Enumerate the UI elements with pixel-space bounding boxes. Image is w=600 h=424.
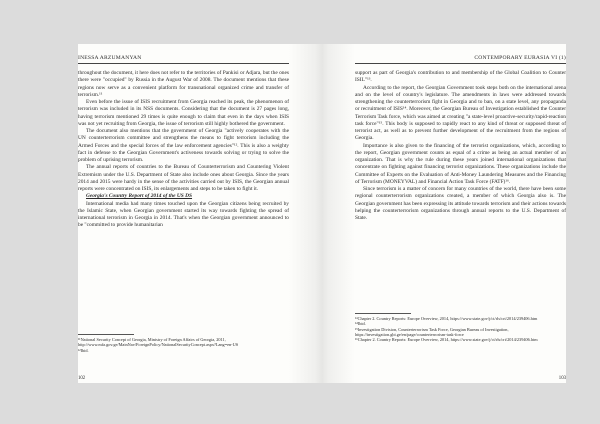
right-page	[355, 44, 566, 383]
header-rule	[355, 63, 566, 64]
book-gutter	[289, 44, 355, 383]
left-page-body	[78, 70, 289, 230]
page-number: 103	[558, 376, 566, 381]
footnote: ¹²Ibid.	[78, 347, 89, 353]
running-header-journal: CONTEMPORARY EURASIA VI (1)	[474, 55, 566, 61]
footnote: ¹⁴Ibid.	[355, 321, 366, 327]
paragraph: Since terrorism is a matter of concern for many countries of the world, there have been some regional counterterrorism organizations created, a member of which Georgia also is. The Georgian government has been expressing its attitude towards terrorism and their actions towards helping the counterterrorism organizations through annual reports to the U.S. Department of State.	[355, 186, 566, 221]
paragraph: The annual reports of countries to the Bureau of Counterterrorism and Countering Violent Extremism under the U.S. Department of State also include ones about Georgia. Since the years 2014 and 2015 were hardy in the sense of the activities carried out by ISIS, the Georgian annual reports were concentrated on ISIS, its enlargements and steps to be taken to fight it.	[78, 164, 289, 192]
running-header-author: INESSA ARZUMANYAN	[78, 55, 142, 61]
footnote-rule	[78, 334, 134, 335]
footnotes	[355, 316, 566, 342]
footnote: ¹¹National Security Concept of Georgia, Ministry of Foreign Affairs of Georgia, 2011, http://www.mfa.gov.ge/MainNav/ForeignPolicy/NationalSecurityConcept.aspx?Lang=en-US	[78, 337, 239, 348]
right-page-body	[355, 70, 566, 222]
footnote: ¹⁶Chapter 2. Country Reports: Europe Overview, 2014, https://www.state.gov/j/ct/rls/crt/2014/239406.htm	[355, 337, 538, 343]
footnotes	[78, 337, 289, 353]
paragraph: Importance is also given to the financing of the terrorist organizations, which, according to the report, Georgian government counts as equal of a crime as being an actual member of an organization. That is why the rule during these years joined international organizations that concentrate on fighting against financing terrorist organizations. These organizations include the Committee of Experts on the Evaluation of Anti-Money Laundering Measures and the Financing of Terrorism (MONEYVAL) and Financial Action Task Force (FATF)¹⁶.	[355, 142, 566, 185]
footnote: ¹⁵Investigation Division, Counterterrorism Task Force, Georgian Bureau of Investigation, https://investigation.gbi.ge/en/page/counterterrorism-task-force	[355, 326, 509, 337]
paragraph: According to the report, the Georgian Government took steps both on the international arena and on the level of country's legislature. The amendments in laws were addressed towards strengthening the counterterrorism fight in Georgia and to ban, on a state level, any propaganda or recruitment of ISIS¹⁴. Moreover, the Georgian Bureau of Investigation established the Counter Terrorism Task force, which was aimed at creating "a state-level proactive-security/rapid-reaction task force"¹⁵. This body is supposed to rapidly react to any kind of threat or supposed threat of terrorist act, as well as to prevent further development of the recruitment from the regions of Georgia.	[355, 84, 566, 142]
paragraph: support as part of Georgia's contribution to and membership of the Global Coalition to Counter ISIL"¹³.	[355, 70, 566, 84]
page-number: 102	[78, 376, 86, 381]
paragraph: The document also mentions that the government of Georgia "actively cooperates with the UN counterterrorism committee and strengthens the means to fight terrorism including the Armed Forces and the special forces of the law enforcement agencies"¹². This is also a weighty fact in defense to the Georgian Government's activeness towards solving or trying to solve the problem of uprising terrorism.	[78, 128, 289, 163]
section-subheading: Georgia's Country Report of 2014 of the US DS	[86, 193, 193, 200]
paragraph: Even before the issue of ISIS recruitment from Georgia reached its peak, the phenomenon of terrorism was included in its NSS documents. Considering that the document is 27 pages long, having terrorism mentioned 29 times is quite enough to claim that even in the days when ISIS was not yet recruiting from Georgia, the issue of terrorism still highly bothered the government.	[78, 99, 289, 127]
paragraph: International media had many times touched upon the Georgian citizens being recruited by the Islamic State, when Georgian government started its way towards fighting the spread of international terrorism in Georgia in 2014. That's when the Georgian government announced to be "committed to provide humanitarian	[78, 200, 289, 229]
footnote-rule	[355, 313, 411, 314]
left-page	[78, 44, 289, 383]
header-rule	[78, 63, 289, 64]
paragraph: throughout the document, it here does not refer to the territories of Pankisi or Adjara, but the ones there were "occupied" by Russia in the August War of 2008. The document mentions that these regions now serve as a convenient platform for transnational organized crime and transfer of terrorism.¹¹	[78, 70, 289, 98]
footnote: ¹³Chapter 2. Country Reports: Europe Overview, 2014, https://www.state.gov/j/ct/rls/crt/2014/239406.htm	[355, 316, 538, 321]
